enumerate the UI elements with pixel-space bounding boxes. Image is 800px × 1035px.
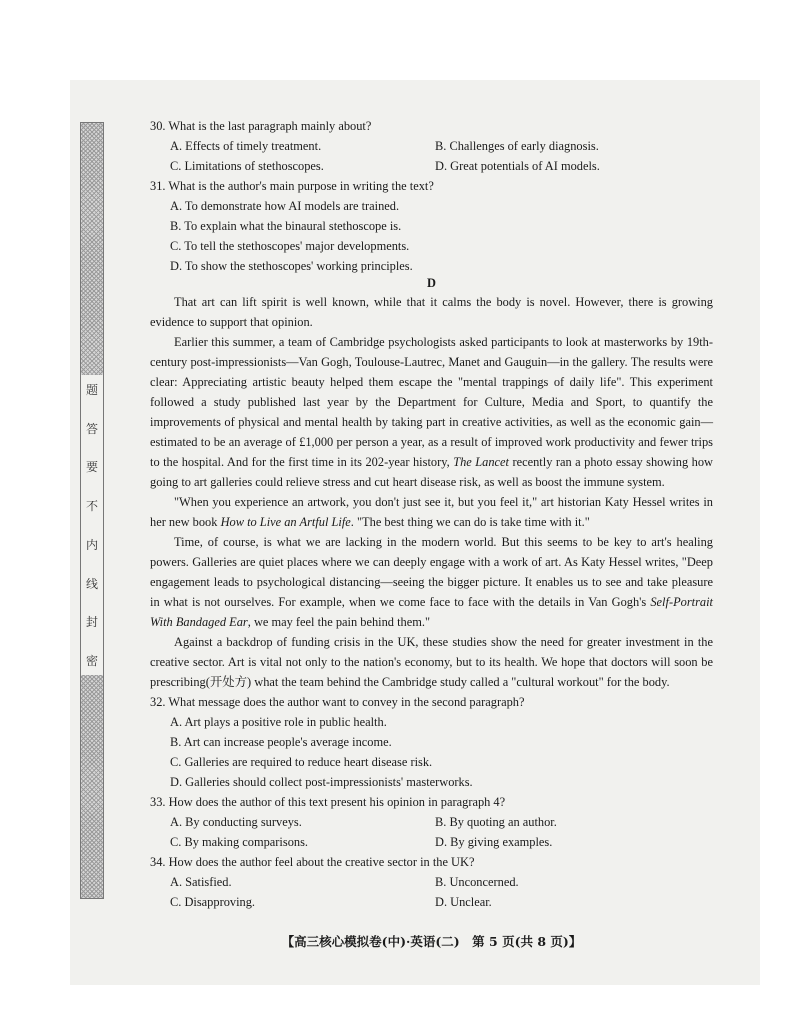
question-stem: 31. What is the author's main purpose in writing the text? xyxy=(150,179,434,193)
question-stem: 32. What message does the author want to convey in the second paragraph? xyxy=(150,695,525,709)
option-c[interactable]: C. Galleries are required to reduce heart disease risk. xyxy=(170,755,433,769)
option-a[interactable]: A. By conducting surveys. xyxy=(170,815,302,829)
option-d[interactable]: D. Galleries should collect post-impressionists' masterworks. xyxy=(170,775,473,789)
paragraph-4-text: Time, of course, is what we are lacking in the modern world. But this seems to be key to art's healing powers. Galleries are quiet places where we can deeply engage with a work of art. As Katy Hessel writes, "Deep engagement leads to psychological distancing—seeing the bigger picture. It enables us to see and take pleasure in what is not ourselves. For example, when we come face to face with the details in Van Gogh's xyxy=(150,535,713,609)
binding-char: 题 xyxy=(85,383,98,397)
question-32 xyxy=(150,692,713,792)
page-content xyxy=(150,116,713,912)
option-d[interactable]: D. By giving examples. xyxy=(435,835,553,849)
binding-char: 线 xyxy=(85,576,98,591)
question-stem: 30. What is the last paragraph mainly about? xyxy=(150,119,372,133)
paragraph-4 xyxy=(150,532,713,632)
option-d[interactable]: D. Great potentials of AI models. xyxy=(435,159,600,173)
option-b[interactable]: B. To explain what the binaural stethoscope is. xyxy=(170,219,402,233)
passage-letter: D xyxy=(427,276,436,290)
binding-margin-notice xyxy=(80,375,104,675)
option-d[interactable]: D. To show the stethoscopes' working principles. xyxy=(170,259,413,273)
question-stem: 34. How does the author feel about the creative sector in the UK? xyxy=(150,855,475,869)
option-c[interactable]: C. Limitations of stethoscopes. xyxy=(170,159,324,173)
option-c[interactable]: C. By making comparisons. xyxy=(170,835,309,849)
option-b[interactable]: B. Challenges of early diagnosis. xyxy=(435,139,599,153)
option-a[interactable]: A. Art plays a positive role in public health. xyxy=(170,715,387,729)
paragraph-3-text: "When you experience an artwork, you don't just see it, but you feel it," art historian Katy Hessel writes in her new book xyxy=(150,495,713,529)
paragraph-2-end: recently ran a photo essay showing how going to art galleries could relieve stress and cut heart disease risk, as well as boost the immune system. xyxy=(150,455,713,489)
option-c[interactable]: C. Disapproving. xyxy=(170,895,256,909)
option-c[interactable]: C. To tell the stethoscopes' major developments. xyxy=(170,239,410,253)
option-a[interactable]: A. Satisfied. xyxy=(170,875,232,889)
option-a[interactable]: A. Effects of timely treatment. xyxy=(170,139,322,153)
paragraph-2-text: Earlier this summer, a team of Cambridge psychologists asked participants to look at masterworks by 19th-century post-impressionists—Van Gogh, Toulouse-Lautrec, Manet and Gauguin—in the gallery. The results were clear: Appreciating artistic beauty helped them escape the "mental trappings of daily life". This experiment followed a study published last year by the Department for Culture, Media and Sport, to quantify the improvements of physical and mental health by taking part in creative activities, as well as the economic gain—estimated to be an average of £1,000 per person a year, as a result of improved work productivity and fewer trips to the hospital. And for the first time in its 202-year history, xyxy=(150,335,713,469)
paragraph-3 xyxy=(150,492,713,532)
question-stem: 33. How does the author of this text present his opinion in paragraph 4? xyxy=(150,795,506,809)
option-b[interactable]: B. Art can increase people's average income. xyxy=(170,735,392,749)
paragraph-4-end: , we may feel the pain behind them." xyxy=(247,615,431,629)
binding-char: 封 xyxy=(85,615,98,630)
question-33 xyxy=(150,792,713,852)
paragraph-1: That art can lift spirit is well known, while that it calms the body is novel. However, there is growing evidence to support that opinion. xyxy=(150,295,713,329)
option-b[interactable]: B. By quoting an author. xyxy=(435,815,557,829)
binding-char: 内 xyxy=(85,537,98,552)
painting-title: Self-Portrait With Bandaged Ear xyxy=(150,595,713,629)
paragraph-5: Against a backdrop of funding crisis in the UK, these studies show the need for greater investment in the creative sector. Art is vital not only to the nation's economy, but to its health. We hope that doctors will soon be prescribing(开处方) what the team behind the Cambridge study called a "cultural workout" for the body. xyxy=(150,635,713,689)
option-b[interactable]: B. Unconcerned. xyxy=(435,875,519,889)
binding-char: 密 xyxy=(85,653,98,668)
question-30 xyxy=(150,116,713,176)
binding-char: 不 xyxy=(85,499,98,514)
paragraph-3-end: . "The best thing we can do is take time with it." xyxy=(350,515,590,529)
question-34 xyxy=(150,852,713,912)
option-a[interactable]: A. To demonstrate how AI models are trained. xyxy=(170,199,400,213)
passage xyxy=(150,292,713,692)
journal-title: The Lancet xyxy=(453,455,509,469)
book-title: How to Live an Artful Life xyxy=(220,515,351,529)
binding-char: 答 xyxy=(85,421,98,436)
paragraph-2 xyxy=(150,332,713,492)
question-31 xyxy=(150,176,713,276)
page-footer: 【高三核心模拟卷(中)·英语(二) 第 5 页(共 8 页)】 xyxy=(281,934,582,949)
binding-char: 要 xyxy=(85,460,98,475)
option-d[interactable]: D. Unclear. xyxy=(435,895,492,909)
